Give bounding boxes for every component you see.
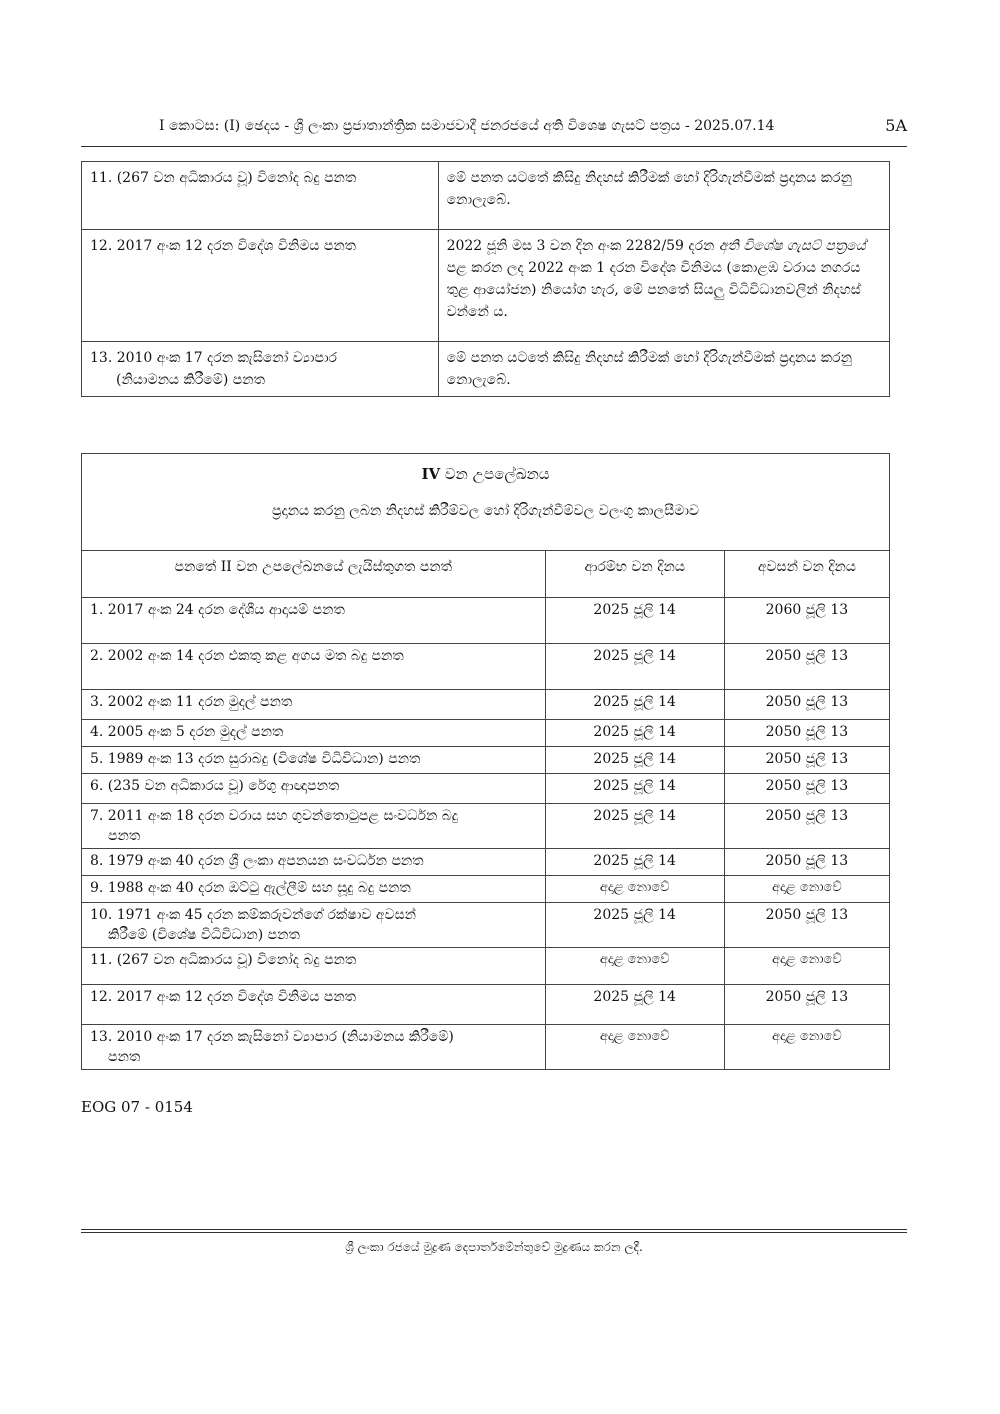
table-row [82, 342, 890, 397]
act-name-cell: 12. 2017 අංක 12 දරන විදේශ විනිමය පනත [82, 985, 546, 1025]
act-name-cell: 3. 2002 අංක 11 දරන මුදල් පනත [82, 690, 546, 720]
table-row [82, 849, 890, 876]
exemption-cell: 2022 ජූනි මස 3 වන දින අංක 2282/59 දරන අති විශේෂ ගැසට් පත්‍රයේ පළ කරන ලද 2022 අංක 1 දරන විදේශ විනිමය (කොළඹ වරාය නගරය තුළ ආයෝජන) නියෝග හැර, මේ පනතේ සියලු විධිවිධානවලින් නිදහස් වන්නේ ය. [438, 230, 889, 342]
act-cell: 11. (267 වන අධිකාරය වූ) විනෝද බදු පනත [82, 162, 439, 230]
exemption-cell: මේ පනත යටතේ කිසිදු නිදහස් කිරීමක් හෝ දිරිගැන්වීමක් ප්‍රදානය කරනු නොලැබේ. [438, 342, 889, 397]
start-date-cell: අදාළ නොවේ [545, 1025, 724, 1070]
start-date-cell: 2025 ජූලි 14 [545, 598, 724, 644]
end-date-cell: 2050 ජූලි 13 [724, 804, 889, 849]
end-date-cell: 2060 ජූලි 13 [724, 598, 889, 644]
act-name-cell: 2. 2002 අංක 14 දරන එකතු කළ අගය මත බදු පනත [82, 644, 546, 690]
schedule-heading [82, 454, 890, 551]
table-row [82, 230, 890, 342]
end-date-cell: 2050 ජූලි 13 [724, 720, 889, 747]
table-row [82, 876, 890, 903]
start-date-cell: 2025 ජූලි 14 [545, 849, 724, 876]
start-date-cell: 2025 ජූලි 14 [545, 690, 724, 720]
printer-footer: ශ්‍රී ලංකා රජයේ මුද්‍රණ දෙපාර්තමේන්තුවේ මුද්‍රණය කරන ලදී. [345, 1240, 643, 1254]
end-date-cell: 2050 ජූලි 13 [724, 644, 889, 690]
footer-rule [81, 1232, 907, 1233]
table-row [82, 644, 890, 690]
column-header-act: පනතේ II වන උපලේඛනයේ ලැයිස්තුගත පනත් [82, 551, 546, 598]
schedule-title: IV වන උපලේඛනය [421, 465, 550, 483]
exemption-cell: මේ පනත යටතේ කිසිදු නිදහස් කිරීමක් හෝ දිරිගැන්වීමක් ප්‍රදානය කරනු නොලැබේ. [438, 162, 889, 230]
act-name-cell: 11. (267 වන අධිකාරය වූ) විනෝද බදු පනත [82, 948, 546, 985]
page-header [81, 118, 907, 144]
document-reference: EOG 07 - 0154 [81, 1098, 193, 1116]
act-cell: 13. 2010 අංක 17 දරන කැසිනෝ ව්‍යාපාර (නියාමනය කිරීමේ) පනත [82, 342, 439, 397]
start-date-cell: 2025 ජූලි 14 [545, 644, 724, 690]
start-date-cell: 2025 ජූලි 14 [545, 774, 724, 804]
gazette-header-title: I කොටස: (I) ඡෙදය - ශ්‍රී ලංකා ප්‍රජාතාන්ත්‍රික සමාජවාදී ජනරජයේ අති විශෙෂ ගැසට් පත්‍රය - 2025.07.14 [159, 118, 775, 134]
start-date-cell: අදාළ නොවේ [545, 948, 724, 985]
end-date-cell: 2050 ජූලි 13 [724, 690, 889, 720]
end-date-cell: අදාළ නොවේ [724, 1025, 889, 1070]
table-row [82, 774, 890, 804]
table-row [82, 747, 890, 774]
continued-exemptions-table [81, 161, 890, 397]
end-date-cell: අදාළ නොවේ [724, 876, 889, 903]
table-row [82, 903, 890, 948]
table-row [82, 162, 890, 230]
table-header-row [82, 551, 890, 598]
end-date-cell: 2050 ජූලි 13 [724, 985, 889, 1025]
header-rule [81, 146, 907, 147]
act-name-cell: 9. 1988 අංක 40 දරන ඔට්ටු ඇල්ලීම් සහ සූදු බදු පනත [82, 876, 546, 903]
act-name-cell: 5. 1989 අංක 13 දරන සුරාබදු (විශේෂ විධිවිධාන) පනත [82, 747, 546, 774]
start-date-cell: 2025 ජූලි 14 [545, 985, 724, 1025]
end-date-cell: අදාළ නොවේ [724, 948, 889, 985]
act-name-cell: 10. 1971 අංක 45 දරන කම්කරුවන්ගේ රක්ෂාව අවසන් කිරීමේ (විශේෂ විධිවිධාන) පනත [82, 903, 546, 948]
end-date-cell: 2050 ජූලි 13 [724, 849, 889, 876]
start-date-cell: 2025 ජූලි 14 [545, 720, 724, 747]
start-date-cell: අදාළ නොවේ [545, 876, 724, 903]
end-date-cell: 2050 ජූලි 13 [724, 903, 889, 948]
act-name-cell: 1. 2017 අංක 24 දරන දේශීය ආදායම් පනත [82, 598, 546, 644]
act-name-cell: 6. (235 වන අධිකාරය වූ) රේගු ආඥාපනත [82, 774, 546, 804]
start-date-cell: 2025 ජූලි 14 [545, 804, 724, 849]
start-date-cell: 2025 ජූලි 14 [545, 903, 724, 948]
table-row [82, 690, 890, 720]
act-name-cell: 8. 1979 අංක 40 දරන ශ්‍රී ලංකා අපනයන සංවර්ධන පනත [82, 849, 546, 876]
table-row [82, 985, 890, 1025]
start-date-cell: 2025 ජූලි 14 [545, 747, 724, 774]
page-number: 5A [885, 116, 907, 135]
act-name-cell: 7. 2011 අංක 18 දරන වරාය සහ ගුවන්තොටුපළ සංවර්ධන බදු පනත [82, 804, 546, 849]
table-row [82, 720, 890, 747]
act-name-cell: 13. 2010 අංක 17 දරන කැසිනෝ ව්‍යාපාර (නියාමනය කිරීමේ) පනත [82, 1025, 546, 1070]
gazette-reference-italic: අති විශේෂ ගැසට් පත්‍රයේ [718, 238, 866, 254]
validity-period-table [81, 453, 890, 1070]
column-header-start-date: ආරම්භ වන දිනය [545, 551, 724, 598]
end-date-cell: 2050 ජූලි 13 [724, 774, 889, 804]
table-row [82, 598, 890, 644]
table-row [82, 948, 890, 985]
schedule-subtitle: ප්‍රදානය කරනු ලබන නිදහස් කිරීම්වල හෝ දිරිගැන්වීම්වල වලංගු කාලසීමාව [271, 503, 700, 519]
end-date-cell: 2050 ජූලි 13 [724, 747, 889, 774]
table-row [82, 804, 890, 849]
column-header-end-date: අවසන් වන දිනය [724, 551, 889, 598]
table-row [82, 1025, 890, 1070]
footer-rule [81, 1229, 907, 1230]
act-cell: 12. 2017 අංක 12 දරන විදේශ විනිමය පනත [82, 230, 439, 342]
act-name-cell: 4. 2005 අංක 5 දරන මුදල් පනත [82, 720, 546, 747]
